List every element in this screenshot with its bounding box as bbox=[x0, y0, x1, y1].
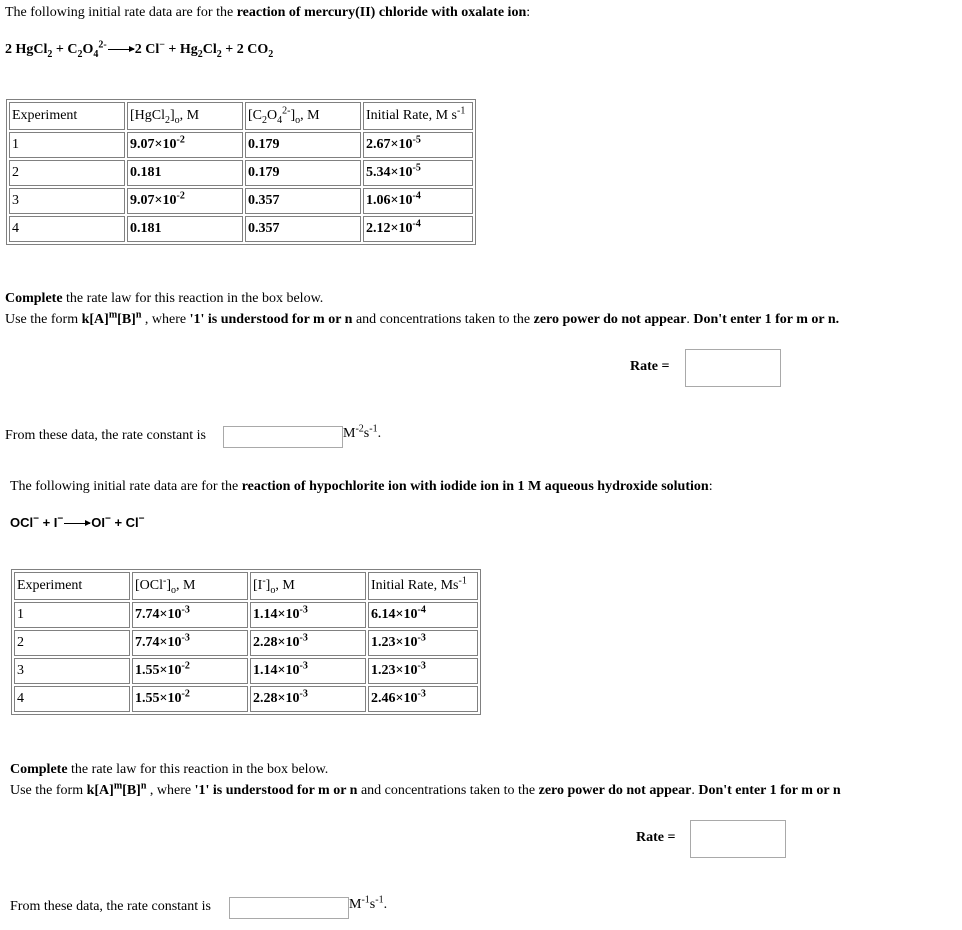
table-cell bbox=[132, 630, 248, 656]
table-cell bbox=[127, 216, 243, 242]
table-header-cell: $[C_2O_4^{2-}]_o$, M bbox=[245, 102, 361, 130]
table-cell: 3 bbox=[14, 658, 130, 684]
p1-eq-sub: 4 bbox=[93, 48, 99, 60]
p2-units bbox=[349, 894, 388, 913]
value: 1.55×10 bbox=[135, 691, 182, 706]
exponent: -4 bbox=[417, 604, 426, 616]
exponent: -3 bbox=[299, 632, 308, 644]
p2-form-instruction bbox=[10, 780, 841, 799]
text: m bbox=[108, 309, 118, 321]
exponent: -2 bbox=[176, 190, 185, 202]
exponent: -3 bbox=[417, 688, 426, 700]
text: Use the form bbox=[10, 783, 87, 798]
text: n bbox=[135, 309, 142, 321]
table-row bbox=[9, 216, 473, 242]
table-header-cell: Experiment bbox=[14, 572, 130, 600]
p1-eq-cl: 2 Cl bbox=[134, 42, 160, 57]
exponent: -3 bbox=[299, 660, 308, 672]
unit-dot: . bbox=[377, 426, 382, 441]
eq-minus: − bbox=[33, 513, 39, 525]
problem2-intro bbox=[10, 479, 713, 495]
table-cell bbox=[250, 658, 366, 684]
eq-minus: − bbox=[138, 513, 145, 525]
table-cell bbox=[368, 630, 478, 656]
p1-eq-o: O bbox=[82, 42, 94, 57]
value: 7.74×10 bbox=[135, 607, 182, 622]
p1-eq-hg: + Hg bbox=[164, 42, 198, 57]
table-cell: 0.179 bbox=[245, 160, 361, 186]
p1-equation bbox=[5, 39, 274, 60]
table-row bbox=[14, 630, 478, 656]
text: m bbox=[113, 780, 123, 792]
p2-constant-label: From these data, the rate constant is bbox=[10, 899, 211, 914]
table-row bbox=[9, 132, 473, 158]
table-header-row bbox=[14, 572, 478, 600]
text: , where bbox=[146, 783, 195, 798]
p1-intro-bold: reaction of mercury(II) chloride with oxalate ion bbox=[236, 5, 527, 20]
p1-form-instruction bbox=[5, 309, 840, 328]
exponent: -3 bbox=[299, 688, 308, 700]
table-header-cell: $[I^-]_o$, M bbox=[250, 572, 366, 600]
value: 0.181 bbox=[130, 165, 162, 180]
p1-eq-sup: − bbox=[159, 39, 165, 51]
value: 1.06×10 bbox=[366, 193, 413, 208]
p2-complete-instruction bbox=[10, 762, 328, 778]
value: 0.181 bbox=[130, 221, 162, 236]
table-row bbox=[14, 686, 478, 712]
exponent: -4 bbox=[412, 190, 421, 202]
text: Use the form bbox=[5, 312, 82, 327]
table-header-cell: Initial Rate, $Ms^{-1}$ bbox=[368, 572, 478, 600]
text: . bbox=[686, 312, 694, 327]
value: 2.28×10 bbox=[253, 635, 300, 650]
reaction-arrow-icon bbox=[64, 523, 90, 524]
eq-oi: OI bbox=[91, 515, 105, 530]
exponent: -2 bbox=[176, 134, 185, 146]
p1-eq-sub: 2 bbox=[77, 48, 83, 60]
unit: s bbox=[363, 426, 370, 441]
exponent: -3 bbox=[181, 604, 190, 616]
p2-complete-bold: Complete bbox=[10, 762, 68, 777]
unit-dot: . bbox=[383, 897, 388, 912]
table-cell: 1 bbox=[9, 132, 125, 158]
table-row bbox=[14, 658, 478, 684]
p1-eq-c: + C bbox=[52, 42, 78, 57]
table-cell: 0.357 bbox=[245, 188, 361, 214]
text: , where bbox=[141, 312, 190, 327]
exponent: -3 bbox=[417, 632, 426, 644]
table-cell: 3 bbox=[9, 188, 125, 214]
table-header-cell: $[HgCl_2]_o$, M bbox=[127, 102, 243, 130]
eq-i: + I bbox=[38, 515, 58, 530]
eq-minus: − bbox=[104, 513, 111, 525]
value: 1.14×10 bbox=[253, 663, 300, 678]
p1-eq-sub: 2 bbox=[47, 48, 53, 60]
exponent: -5 bbox=[412, 162, 421, 174]
text: zero power do not appear bbox=[538, 783, 692, 798]
p1-intro-suffix: : bbox=[526, 5, 531, 20]
value: 2.28×10 bbox=[253, 691, 300, 706]
table-header-cell: Experiment bbox=[9, 102, 125, 130]
unit-exp: -1 bbox=[369, 423, 378, 435]
table-cell bbox=[132, 602, 248, 628]
table-cell bbox=[132, 686, 248, 712]
p1-intro-prefix: The following initial rate data are for the bbox=[5, 5, 237, 20]
p1-data-table bbox=[6, 99, 476, 245]
value: 1.23×10 bbox=[371, 663, 418, 678]
value: 2.12×10 bbox=[366, 221, 413, 236]
p2-data-table bbox=[11, 569, 481, 715]
table-cell: 2 bbox=[9, 160, 125, 186]
eq-cl: Cl bbox=[125, 515, 139, 530]
value: 2.67×10 bbox=[366, 137, 413, 152]
table-cell: 1 bbox=[14, 602, 130, 628]
value: 2.46×10 bbox=[371, 691, 418, 706]
exponent: -2 bbox=[181, 660, 190, 672]
value: 9.07×10 bbox=[130, 137, 177, 152]
text: '1' is understood for m or n bbox=[194, 783, 358, 798]
table-cell bbox=[368, 658, 478, 684]
unit: M bbox=[343, 426, 356, 441]
text: '1' is understood for m or n bbox=[189, 312, 353, 327]
p1-eq-sub: 2 bbox=[268, 48, 274, 60]
table-cell bbox=[368, 686, 478, 712]
value: 1.14×10 bbox=[253, 607, 300, 622]
table-cell bbox=[363, 188, 473, 214]
p1-constant-label: From these data, the rate constant is bbox=[5, 428, 206, 443]
unit: M bbox=[349, 897, 362, 912]
p1-eq-sub: 2 bbox=[197, 48, 203, 60]
table-cell bbox=[363, 160, 473, 186]
value: 7.74×10 bbox=[135, 635, 182, 650]
table-cell: 4 bbox=[14, 686, 130, 712]
p1-eq-hgcl2: 2 HgCl bbox=[5, 42, 48, 57]
text: [B] bbox=[117, 312, 136, 327]
p1-eq-co: + 2 CO bbox=[221, 42, 269, 57]
reaction-arrow-icon bbox=[108, 49, 134, 50]
p1-eq-sub: 2 bbox=[216, 48, 222, 60]
table-cell: 0.179 bbox=[245, 132, 361, 158]
p1-complete-bold: Complete bbox=[5, 291, 63, 306]
unit-exp: -1 bbox=[375, 894, 384, 906]
p1-eq-cl2: Cl bbox=[202, 42, 217, 57]
table-cell: 0.357 bbox=[245, 216, 361, 242]
p2-intro-bold: reaction of hypochlorite ion with iodide ion in 1 M aqueous hydroxide solution bbox=[241, 479, 709, 494]
value: 1.23×10 bbox=[371, 635, 418, 650]
value: 9.07×10 bbox=[130, 193, 177, 208]
table-cell bbox=[250, 602, 366, 628]
p2-complete-rest: the rate law for this reaction in the box below. bbox=[67, 762, 329, 777]
table-header-cell: $[OCl^-]_o$, M bbox=[132, 572, 248, 600]
text: n bbox=[140, 780, 147, 792]
problem1-intro bbox=[5, 5, 530, 21]
p1-complete-instruction bbox=[5, 291, 323, 307]
p2-rate-label: Rate = bbox=[636, 830, 676, 845]
text: Don't enter 1 for m or n. bbox=[693, 312, 840, 327]
table-cell: 2 bbox=[14, 630, 130, 656]
text: k[A] bbox=[81, 312, 109, 327]
exponent: -5 bbox=[412, 134, 421, 146]
text: k[A] bbox=[86, 783, 114, 798]
p1-complete-rest: the rate law for this reaction in the box below. bbox=[62, 291, 324, 306]
table-cell bbox=[127, 188, 243, 214]
table-cell bbox=[250, 630, 366, 656]
exponent: -3 bbox=[299, 604, 308, 616]
unit-exp: -2 bbox=[355, 423, 364, 435]
p2-intro-suffix: : bbox=[708, 479, 713, 494]
p1-eq-charge: 2- bbox=[98, 39, 107, 51]
p2-intro-prefix: The following initial rate data are for the bbox=[10, 479, 242, 494]
table-cell: 4 bbox=[9, 216, 125, 242]
table-cell bbox=[127, 160, 243, 186]
p2-rate-law-input[interactable] bbox=[690, 820, 786, 858]
p2-rate-constant-input[interactable] bbox=[229, 897, 349, 919]
exponent: -3 bbox=[181, 632, 190, 644]
unit-exp: -1 bbox=[361, 894, 370, 906]
p2-equation: OCl− + I− OI− + Cl− bbox=[10, 513, 145, 530]
text: Don't enter 1 for m or n bbox=[698, 783, 841, 798]
exponent: -4 bbox=[412, 218, 421, 230]
exponent: -2 bbox=[181, 688, 190, 700]
p1-rate-law-input[interactable] bbox=[685, 349, 781, 387]
table-cell bbox=[127, 132, 243, 158]
unit: s bbox=[369, 897, 376, 912]
table-cell bbox=[363, 132, 473, 158]
table-row bbox=[9, 160, 473, 186]
table-cell bbox=[368, 602, 478, 628]
p1-rate-label: Rate = bbox=[630, 359, 670, 374]
table-cell bbox=[250, 686, 366, 712]
text: and concentrations taken to the bbox=[352, 312, 534, 327]
eq-ocl: OCl bbox=[10, 515, 34, 530]
text: [B] bbox=[122, 783, 141, 798]
text: zero power do not appear bbox=[533, 312, 687, 327]
value: 6.14×10 bbox=[371, 607, 418, 622]
table-cell bbox=[363, 216, 473, 242]
exponent: -3 bbox=[417, 660, 426, 672]
text: and concentrations taken to the bbox=[357, 783, 539, 798]
p1-units bbox=[343, 423, 382, 442]
text: . bbox=[691, 783, 699, 798]
table-row bbox=[14, 602, 478, 628]
value: 1.55×10 bbox=[135, 663, 182, 678]
table-row bbox=[9, 188, 473, 214]
table-cell bbox=[132, 658, 248, 684]
p1-rate-constant-input[interactable] bbox=[223, 426, 343, 448]
eq-minus: − bbox=[57, 513, 64, 525]
table-header-row bbox=[9, 102, 473, 130]
value: 5.34×10 bbox=[366, 165, 413, 180]
table-header-cell: Initial Rate, M $s^{-1}$ bbox=[363, 102, 473, 130]
